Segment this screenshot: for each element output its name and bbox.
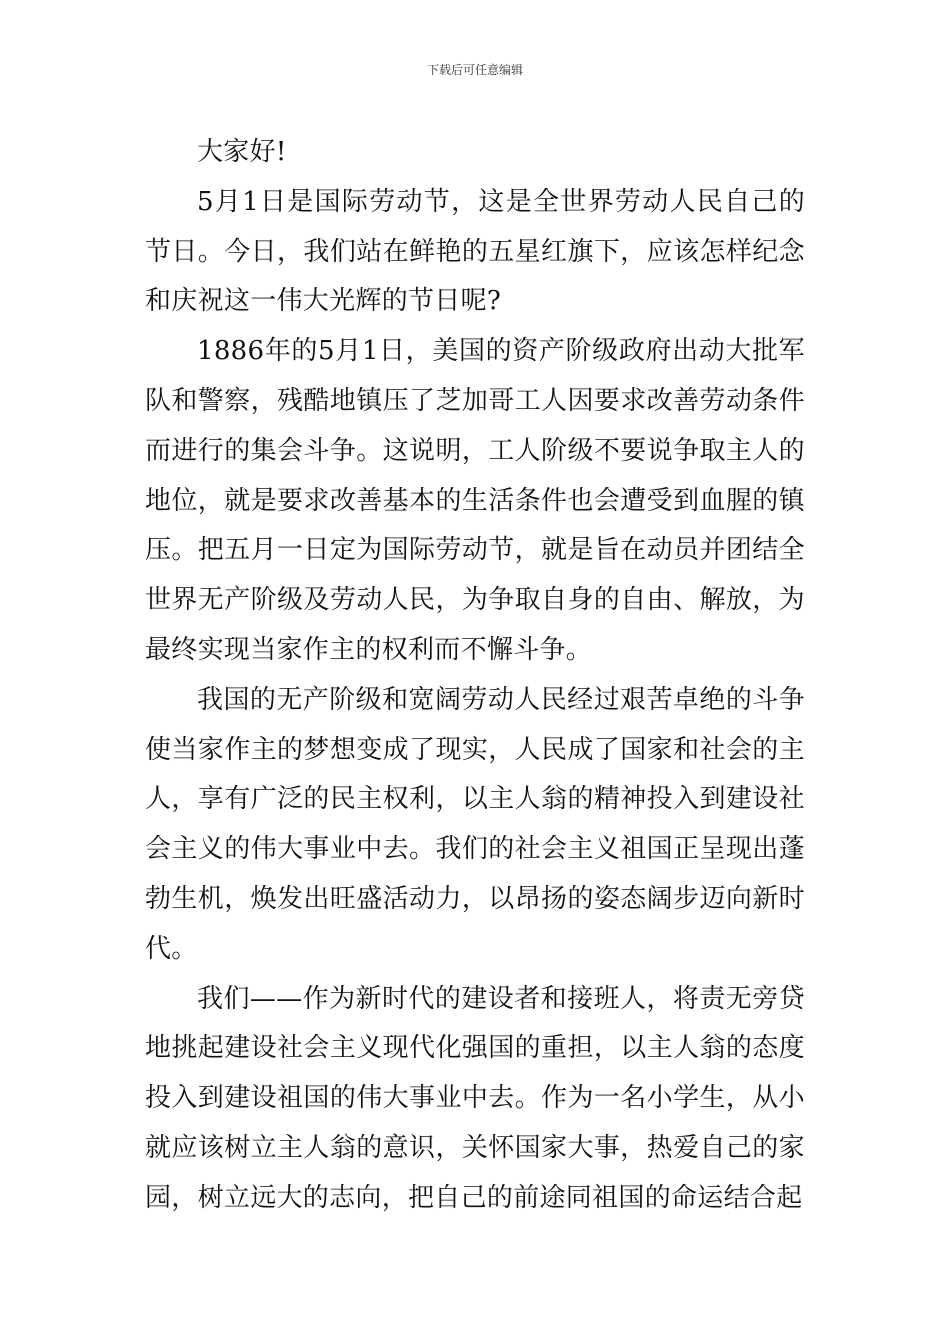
paragraph: 我们——作为新时代的建设者和接班人，将责无旁贷地挑起建设社会主义现代化强国的重担，以主人翁的态度投入到建设祖国的伟大事业中去。作为一名小学生，从小就应该树立主人翁的意识，关怀国家大事，热爱自己的家园，树立远大的志向，把自己的前途同祖国的命运结合起	[145, 983, 805, 1213]
document-body	[145, 128, 805, 1224]
paragraph: 5月1日是国际劳动节，这是全世界劳动人民自己的节日。今日，我们站在鲜艳的五星红旗下，应该怎样纪念和庆祝这一伟大光辉的节日呢?	[145, 186, 805, 317]
paragraph: 我国的无产阶级和宽阔劳动人民经过艰苦卓绝的斗争使当家作主的梦想变成了现实，人民成了国家和社会的主人，享有广泛的民主权利，以主人翁的精神投入到建设社会主义的伟大事业中去。我们的社会主义祖国正呈现出蓬勃生机，焕发出旺盛活动力，以昂扬的姿态阔步迈向新时代。	[145, 684, 805, 964]
page-header: 下载后可任意编辑	[426, 63, 523, 77]
paragraph-greeting: 大家好!	[197, 137, 287, 167]
paragraph: 1886年的5月1日，美国的资产阶级政府出动大批军队和警察，残酷地镇压了芝加哥工人因要求改善劳动条件而进行的集会斗争。这说明，工人阶级不要说争取主人的地位，就是要求改善基本的生活条件也会遭受到血腥的镇压。把五月一日定为国际劳动节，就是旨在动员并团结全世界无产阶级及劳动人民，为争取自身的自由、解放，为最终实现当家作主的权利而不懈斗争。	[145, 336, 805, 665]
